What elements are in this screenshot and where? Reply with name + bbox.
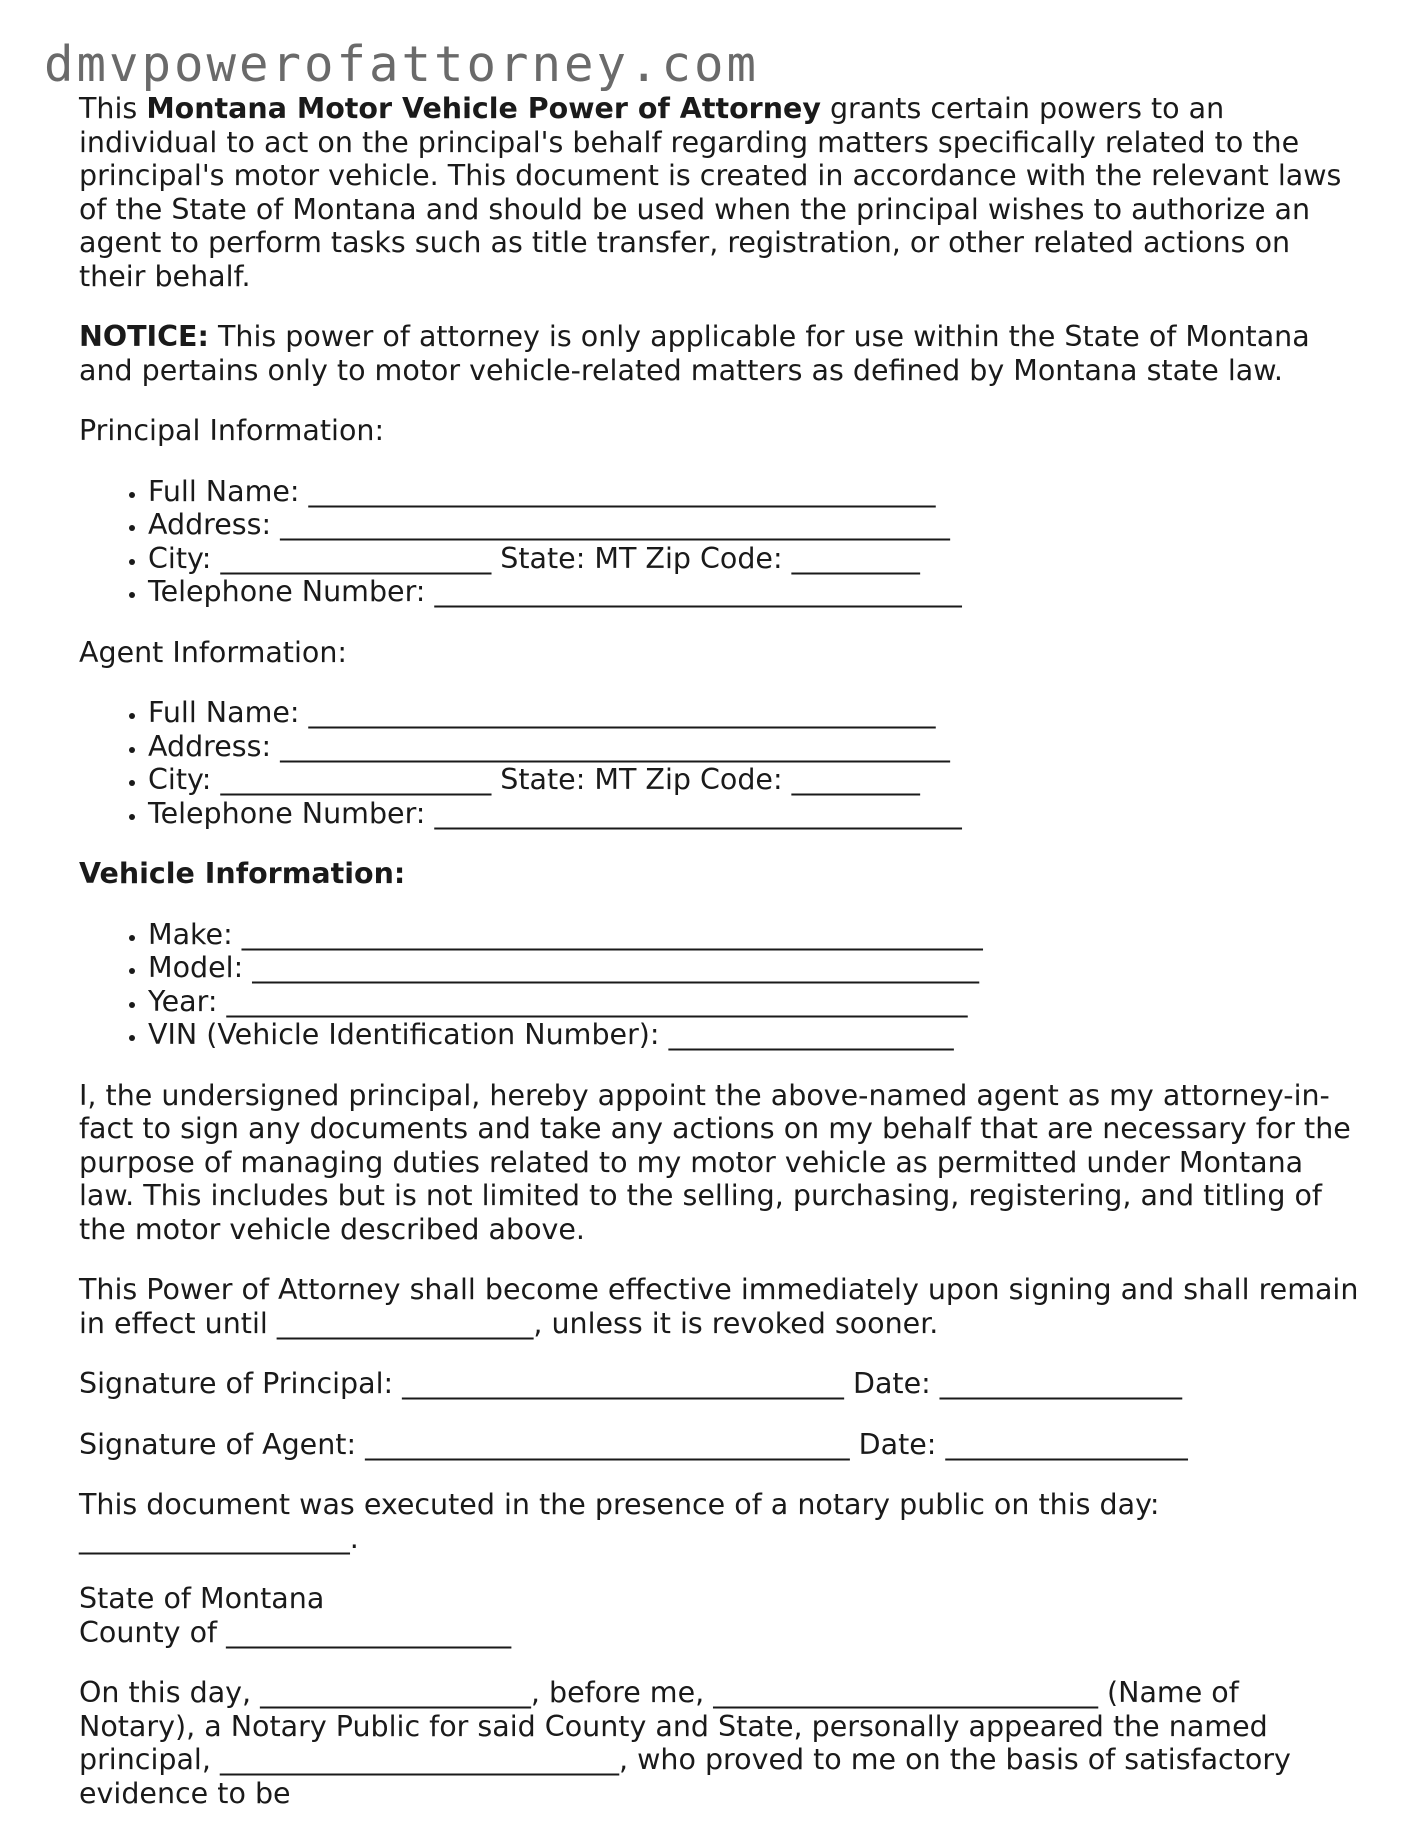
agent-heading: Agent Information: — [79, 635, 347, 669]
principal-heading: Principal Information: — [79, 414, 385, 447]
notary-executed-line[interactable]: This document was executed in the presence of a notary public on this day: ___________________. — [79, 1488, 1160, 1555]
agent-fields — [79, 696, 1359, 830]
vehicle-fields — [79, 918, 1359, 1052]
agent-address-field[interactable]: • Address: _______________________________________________ — [148, 730, 1359, 764]
principal-signature-line[interactable]: Signature of Principal: _______________________________ Date: _________________ — [79, 1367, 1183, 1400]
vehicle-heading-text: Vehicle Information: — [79, 857, 406, 890]
principal-full-name-field[interactable]: • Full Name: ____________________________________________ — [148, 475, 1359, 509]
notice-paragraph — [79, 320, 1359, 387]
intro-text: grants certain powers to an individual to act on the principal's behalf regarding matters specifically related to the principal's motor vehicle. This document is created in accordance with the relevant laws of the State of Montana and should be used when the principal wishes to authorize an agent to perform tasks such as title transfer, registration, or other related actions on their behalf. — [79, 92, 1342, 293]
vehicle-model-field[interactable]: • Model: ___________________________________________________ — [148, 951, 1359, 985]
document-body — [79, 92, 1359, 1837]
notice-text: This power of attorney is only applicable for use within the State of Montana and pertains only to motor vehicle-related matters as defined by Montana state law. — [79, 320, 1310, 387]
vehicle-make-field[interactable]: • Make: ____________________________________________________ — [148, 918, 1359, 952]
agent-city-state-zip-field[interactable]: • City: ___________________ State: MT Zip Code: _________ — [148, 763, 1359, 797]
principal-address-field[interactable]: • Address: _______________________________________________ — [148, 508, 1359, 542]
notary-acknowledgment-paragraph[interactable]: On this day, ___________________, before me, ___________________________ (Name of Notary), a Notary Public for said County and State, personally appeared the named principal, ____________________________, who proved to me on the basis of satisfactory evidence to be — [79, 1676, 1291, 1810]
effective-paragraph[interactable]: This Power of Attorney shall become effective immediately upon signing and shall remain in effect until __________________, unless it is revoked sooner. — [79, 1273, 1359, 1340]
vehicle-vin-field[interactable]: • VIN (Vehicle Identification Number): ____________________ — [148, 1018, 1359, 1052]
notice-label: NOTICE: — [79, 320, 209, 353]
intro-paragraph — [79, 92, 1359, 293]
state-line: State of Montana — [79, 1582, 325, 1615]
intro-lead: This — [79, 92, 147, 125]
principal-fields — [79, 475, 1359, 609]
county-line[interactable]: County of ____________________ — [79, 1615, 512, 1649]
venue-block — [79, 1582, 1359, 1649]
agent-full-name-field[interactable]: • Full Name: ____________________________________________ — [148, 696, 1359, 730]
agent-signature-line[interactable]: Signature of Agent: __________________________________ Date: _________________ — [79, 1427, 1188, 1461]
document-title: Montana Motor Vehicle Power of Attorney — [146, 92, 821, 125]
site-watermark: dmvpowerofattorney.com — [44, 36, 760, 93]
vehicle-heading — [79, 857, 1359, 891]
appointment-paragraph: I, the undersigned principal, hereby appoint the above-named agent as my attorney-in-fact to sign any documents and take any actions on my behalf that are necessary for the purpose of managing duties related to my motor vehicle as permitted under Montana law. This includes but is not limited to the selling, purchasing, registering, and titling of the motor vehicle described above. — [79, 1078, 1351, 1246]
principal-telephone-field[interactable]: • Telephone Number: _____________________________________ — [148, 575, 1359, 609]
agent-telephone-field[interactable]: • Telephone Number: _____________________________________ — [148, 797, 1359, 831]
principal-city-state-zip-field[interactable]: • City: ___________________ State: MT Zip Code: _________ — [148, 542, 1359, 576]
vehicle-year-field[interactable]: • Year: ____________________________________________________ — [148, 985, 1359, 1019]
